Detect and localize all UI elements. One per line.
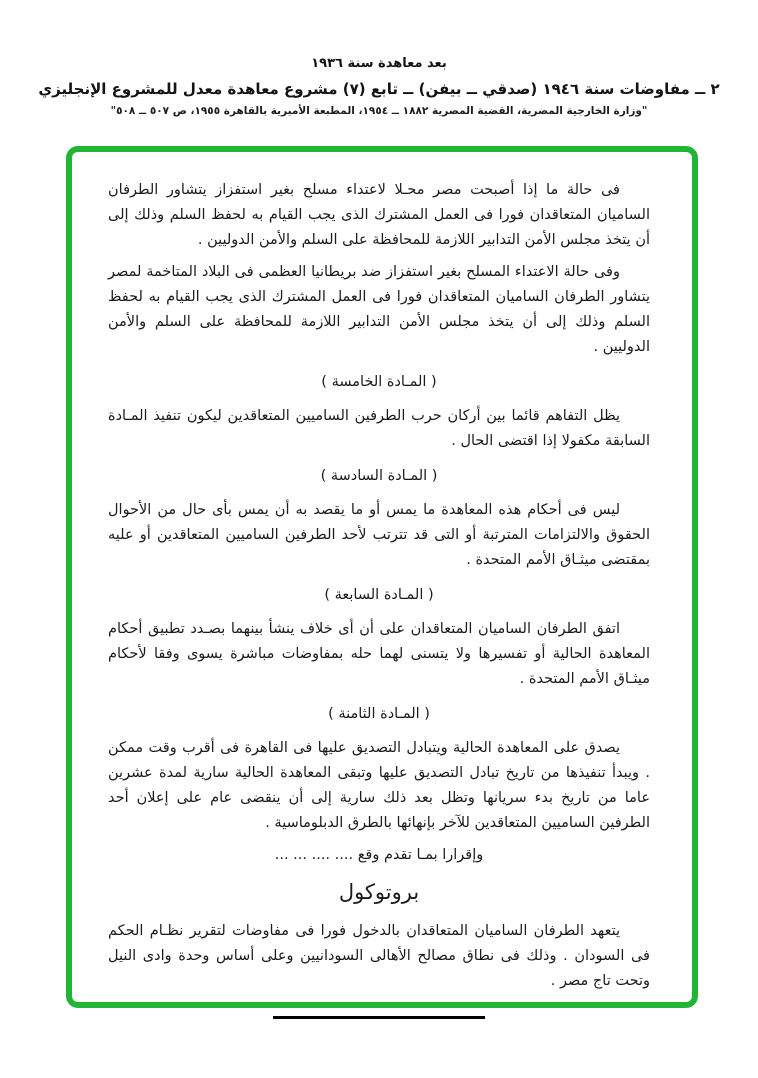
protocol-heading: بروتوكول [338, 880, 420, 904]
article-6-heading: ( المـادة السادسة ) [320, 468, 438, 484]
article-7-text: اتفق الطرفان الساميان المتعاقدان على أن أى خلاف ينشأ بينهما بصـدد تطبيق أحكام المعاهدة الحالية أو تفسيرها ولا يتسنى لهما حله بمفاوضات مباشرة يسوى وفقا لأحكام ميثـاق الأمم المتحدة . [108, 621, 650, 687]
signature-line: وإقرارا بمـا تقدم وقع .... .... ... ... [274, 847, 484, 863]
document-title: ٢ ــ مفاوضات سنة ١٩٤٦ (صدقي ــ بيفن) ــ تابع (٧) مشروع معاهدة معدل للمشروع الإنجليزي [38, 80, 720, 98]
article-6-text: ليس فى أحكام هذه المعاهدة ما يمس أو ما يقصد به أن يمس بأى حال من الأحوال الحقوق والالتزامات المترتبة أو التى قد تترتب لأحد الطرفين الساميين المتعاقدين أو عليه بمقتضى ميثـاق الأمم المتحدة . [108, 502, 650, 568]
intro-paragraph-1: فى حالة ما إذا أصبحت مصر محـلا لاعتداء مسلح بغير استفزاز يتشاور الطرفان الساميان المتعاقدان فورا فى العمل المشترك الذى يجب القيام به لحفظ السلم وذلك إلى أن يتخذ مجلس الأمن التدابير اللازمة للمحافظة على السلم والأمن الدوليين . [108, 182, 650, 248]
header-context-line: بعد معاهدة سنة ١٩٣٦ [311, 56, 447, 71]
article-8-heading: ( المـادة الثامنة ) [328, 706, 430, 722]
article-5-text: يظل التفاهم قائما بين أركان حرب الطرفين الساميين المتعاقدين ليكون تنفيذ المـادة السابقة مكفولا إذا اقتضى الحال . [108, 408, 650, 449]
article-5-heading: ( المـادة الخامسة ) [321, 374, 437, 390]
article-7-heading: ( المـادة السابعة ) [324, 587, 434, 603]
protocol-text: يتعهد الطرفان الساميان المتعاقدان بالدخول فورا فى مفاوضات لتقرير نظـام الحكم فى السودان . وذلك فى نطاق مصالح الأهالى السودانيين وعلى أساس وحدة وادى النيل وتحت تاج مصر . [108, 923, 650, 989]
page-header [0, 56, 758, 117]
source-citation: "وزارة الخارجية المصرية، القضية المصرية ١٨٨٢ ــ ١٩٥٤، المطبعة الأميرية بالقاهرة ١٩٥٥، ص ٥٠٧ ــ ٥٠٨" [110, 105, 648, 117]
footnote-rule [273, 1016, 485, 1019]
document-body [108, 178, 650, 1019]
intro-paragraph-2: وفى حالة الاعتداء المسلح بغير استفزاز ضد بريطانيا العظمى فى البلاد المتاخمة لمصر يتشاور الطرفان الساميان المتعاقدان فورا فى العمل المشترك الذى يجب القيام به لحفظ السلم وذلك إلى أن يتخذ مجلس الأمن التدابير اللازمة للمحافظة على السلم والأمن الدوليين . [108, 264, 650, 355]
article-8-text: يصدق على المعاهدة الحالية ويتبادل التصديق عليها فى القاهرة فى أقرب وقت ممكن . ويبدأ تنفيذها من تاريخ تبادل التصديق عليها وتبقى المعاهدة الحالية سارية لمدة عشرين عاما من تاريخ بدء سريانها وتظل بعد ذلك سارية إلى أن ينقضى عام على إعلان أحد الطرفين الساميين المتعاقدين للآخر بإنهائها بالطرق الدبلوماسية . [108, 740, 650, 831]
